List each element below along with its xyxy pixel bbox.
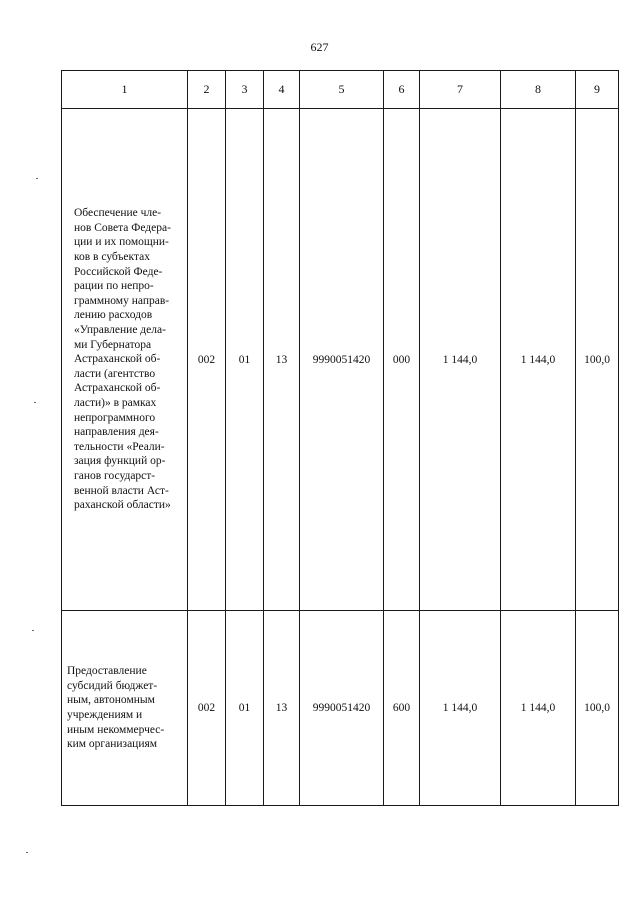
row-description: Обеспечение чле- нов Совета Федера- ции и их помощни- ков в субъектах Российской Феде- рации по непро- граммному направ- лению расходов «Управление дела- ми Губернатора Астраханской об- ласти (агентство Астраханской об- ласти)» в рамках непрограммного направления дея- тельности «Реали- зация функций ор- ганов государст- венной власти Аст- раханской области» [62, 109, 188, 611]
column-header-8: 8 [501, 71, 576, 109]
table-row [62, 109, 619, 611]
column-header-9: 9 [576, 71, 619, 109]
cell-col9: 100,0 [576, 109, 619, 611]
table-row [62, 611, 619, 806]
cell-col6: 600 [384, 611, 420, 806]
cell-col4: 13 [264, 611, 300, 806]
scan-speck [32, 630, 34, 631]
cell-col3: 01 [226, 109, 264, 611]
cell-col2: 002 [188, 611, 226, 806]
column-header-1: 1 [62, 71, 188, 109]
cell-col5: 9990051420 [300, 109, 384, 611]
scan-speck [34, 402, 36, 403]
cell-col9: 100,0 [576, 611, 619, 806]
column-header-7: 7 [420, 71, 501, 109]
cell-col7: 1 144,0 [420, 109, 501, 611]
budget-table [61, 70, 619, 806]
cell-col5: 9990051420 [300, 611, 384, 806]
cell-col4: 13 [264, 109, 300, 611]
row-description: Предоставление субсидий бюджет- ным, автономным учреждениям и иным некоммерчес- ким организациям [62, 611, 188, 806]
column-header-4: 4 [264, 71, 300, 109]
column-header-6: 6 [384, 71, 420, 109]
scan-speck [36, 178, 38, 179]
column-header-2: 2 [188, 71, 226, 109]
column-header-5: 5 [300, 71, 384, 109]
cell-col8: 1 144,0 [501, 611, 576, 806]
page-number: 627 [310, 40, 329, 54]
column-header-3: 3 [226, 71, 264, 109]
cell-col3: 01 [226, 611, 264, 806]
cell-col7: 1 144,0 [420, 611, 501, 806]
cell-col6: 000 [384, 109, 420, 611]
cell-col8: 1 144,0 [501, 109, 576, 611]
cell-col2: 002 [188, 109, 226, 611]
scan-speck [26, 852, 28, 853]
header-row [62, 71, 619, 109]
